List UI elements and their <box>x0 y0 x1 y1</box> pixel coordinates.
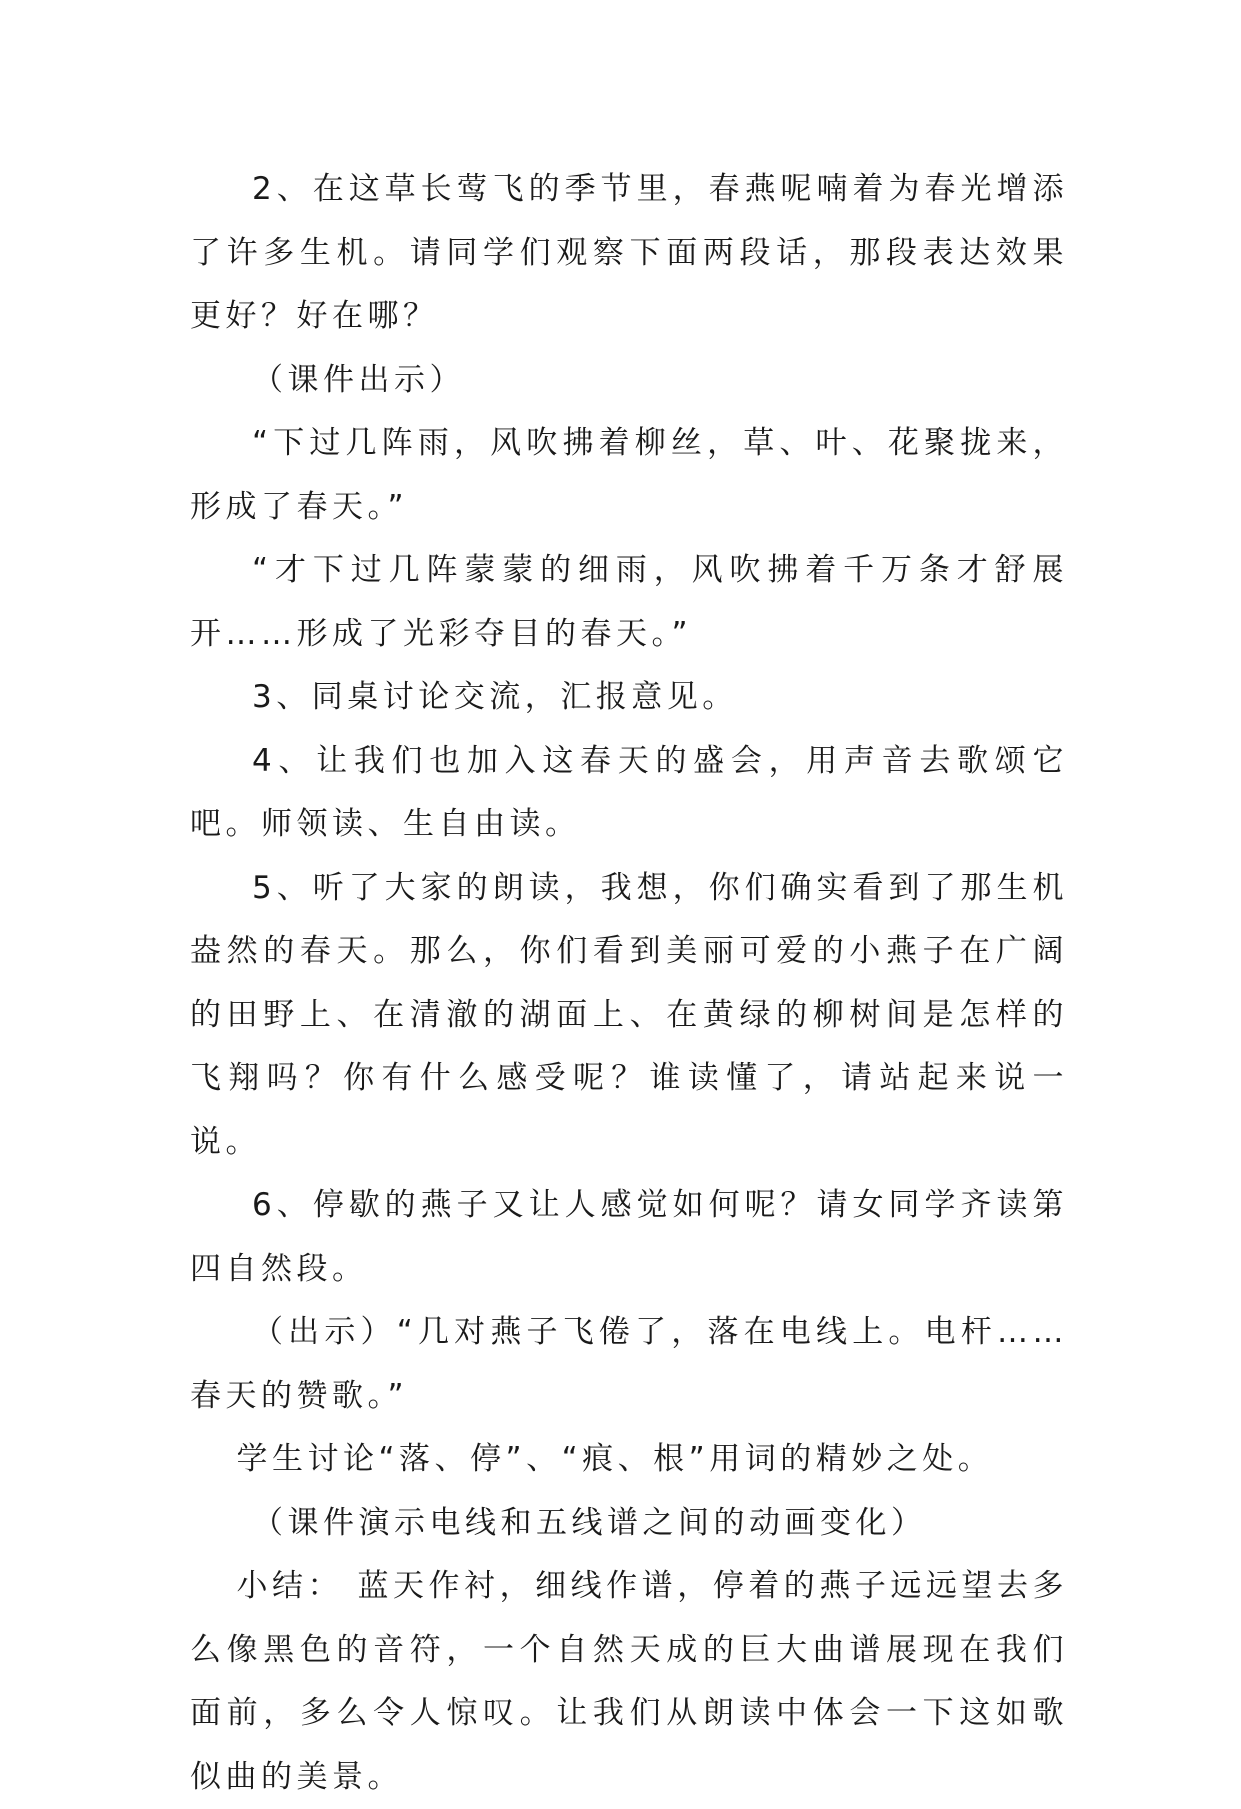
paragraph-show-quote: （出示）“几对燕子飞倦了，落在电线上。电杆……春天的赞歌。” <box>190 1314 1068 1414</box>
paragraph-step-4: 4、让我们也加入这春天的盛会，用声音去歌颂它吧。师领读、生自由读。 <box>190 742 1068 842</box>
paragraph-summary: 小结： 蓝天作衬，细线作谱，停着的燕子远远望去多么像黑色的音符，一个自然天成的巨大曲谱展现在我们面前，多么令人惊叹。让我们从朗读中体会一下这如歌似曲的美景。 <box>190 1568 1068 1795</box>
document-body <box>190 158 1068 1809</box>
paragraph-step-3: 3、同桌讨论交流，汇报意见。 <box>252 679 738 715</box>
paragraph-step-6: 6、停歇的燕子又让人感觉如何呢？请女同学齐读第四自然段。 <box>190 1187 1068 1287</box>
paragraph-step-2: 2、在这草长莺飞的季节里，春燕呢喃着为春光增添了许多生机。请同学们观察下面两段话，那段表达效果更好？好在哪？ <box>190 171 1068 334</box>
paragraph-quote-2: “才下过几阵蒙蒙的细雨，风吹拂着千万条才舒展开……形成了光彩夺目的春天。” <box>190 552 1068 652</box>
paragraph-courseware-show: （课件出示） <box>252 361 465 398</box>
paragraph-student-discussion: 学生讨论“落、停”、“痕、根”用词的精妙之处。 <box>236 1441 994 1477</box>
paragraph-courseware-demo: （课件演示电线和五线谱之间的动画变化） <box>252 1504 927 1541</box>
paragraph-quote-1: “下过几阵雨，风吹拂着柳丝，草、叶、花聚拢来，形成了春天。” <box>190 425 1068 525</box>
paragraph-step-5: 5、听了大家的朗读，我想，你们确实看到了那生机盎然的春天。那么，你们看到美丽可爱的小燕子在广阔的田野上、在清澈的湖面上、在黄绿的柳树间是怎样的飞翔吗？你有什么感受呢？谁读懂了，请站起来说一说。 <box>190 869 1068 1160</box>
